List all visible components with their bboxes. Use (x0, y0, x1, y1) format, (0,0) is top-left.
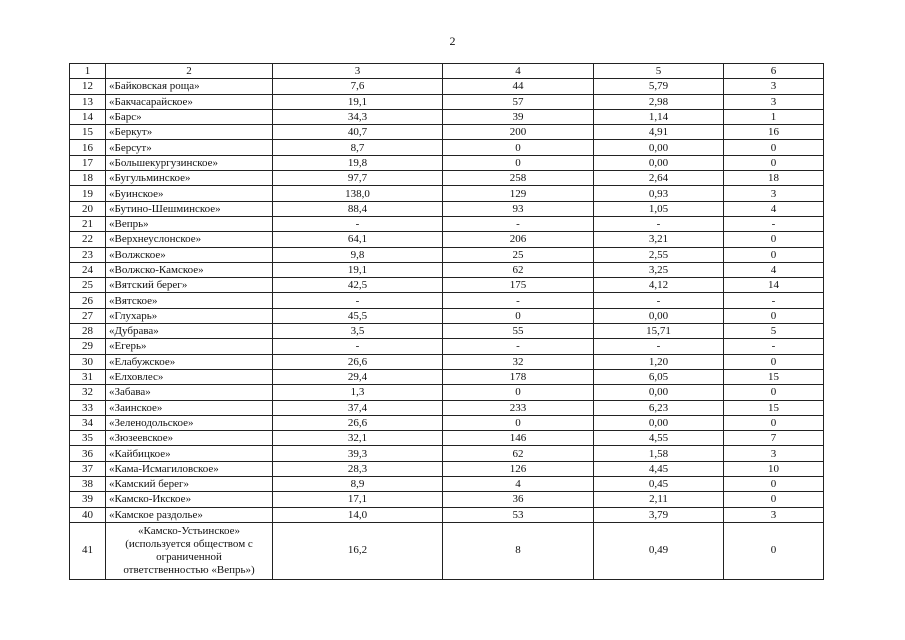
name-line: «Камско-Устьинское» (138, 524, 240, 537)
column-6-cell: 1 (724, 109, 824, 124)
column-6-cell: 3 (724, 94, 824, 109)
table-row (70, 125, 824, 140)
column-4-cell: 93 (443, 201, 594, 216)
row-number-cell: 26 (70, 293, 106, 308)
header-cell: 6 (724, 64, 824, 79)
column-4-cell: 55 (443, 324, 594, 339)
table-row (70, 140, 824, 155)
column-4-cell: 44 (443, 79, 594, 94)
row-number-cell: 12 (70, 79, 106, 94)
column-3-cell: - (273, 339, 443, 354)
column-5-cell: 4,91 (594, 125, 724, 140)
column-3-cell: 16,2 (273, 522, 443, 579)
table-row (70, 247, 824, 262)
column-6-cell: 3 (724, 186, 824, 201)
table-row (70, 308, 824, 323)
column-3-cell: 28,3 (273, 461, 443, 476)
row-number-cell: 17 (70, 155, 106, 170)
name-cell: «Зюзеевское» (106, 431, 273, 446)
column-4-cell: 39 (443, 109, 594, 124)
name-cell: «Дубрава» (106, 324, 273, 339)
column-6-cell: 15 (724, 369, 824, 384)
column-3-cell: 88,4 (273, 201, 443, 216)
name-cell: «Буинское» (106, 186, 273, 201)
column-5-cell: 2,98 (594, 94, 724, 109)
column-6-cell: 3 (724, 79, 824, 94)
column-5-cell: 3,79 (594, 507, 724, 522)
row-number-cell: 36 (70, 446, 106, 461)
column-6-cell: 14 (724, 278, 824, 293)
table-row (70, 94, 824, 109)
table-row (70, 232, 824, 247)
table-row (70, 354, 824, 369)
name-cell: «Камское раздолье» (106, 507, 273, 522)
column-4-cell: 200 (443, 125, 594, 140)
table-row (70, 201, 824, 216)
column-4-cell: 206 (443, 232, 594, 247)
column-6-cell: 0 (724, 477, 824, 492)
column-3-cell: 14,0 (273, 507, 443, 522)
row-number-cell: 21 (70, 216, 106, 231)
column-5-cell: 0,45 (594, 477, 724, 492)
name-cell: «Бутино-Шешминское» (106, 201, 273, 216)
column-3-cell: 45,5 (273, 308, 443, 323)
column-6-cell: 7 (724, 431, 824, 446)
column-5-cell: - (594, 293, 724, 308)
column-3-cell: 19,1 (273, 94, 443, 109)
column-5-cell: 6,23 (594, 400, 724, 415)
header-cell: 5 (594, 64, 724, 79)
name-cell: «Егерь» (106, 339, 273, 354)
row-number-cell: 37 (70, 461, 106, 476)
row-number-cell: 18 (70, 171, 106, 186)
header-cell: 4 (443, 64, 594, 79)
table-row (70, 400, 824, 415)
column-4-cell: 129 (443, 186, 594, 201)
row-number-cell: 28 (70, 324, 106, 339)
name-cell: «Барс» (106, 109, 273, 124)
row-number-cell: 23 (70, 247, 106, 262)
name-cell: «Заинское» (106, 400, 273, 415)
name-line: ответственностью «Вепрь») (123, 563, 255, 576)
name-cell: «Верхнеуслонское» (106, 232, 273, 247)
column-5-cell: 0,00 (594, 385, 724, 400)
column-6-cell: 4 (724, 262, 824, 277)
table-row (70, 369, 824, 384)
column-3-cell: 40,7 (273, 125, 443, 140)
table-row (70, 171, 824, 186)
column-6-cell: 0 (724, 247, 824, 262)
column-5-cell: 1,05 (594, 201, 724, 216)
name-cell (106, 522, 273, 579)
table-row (70, 415, 824, 430)
column-6-cell: 0 (724, 155, 824, 170)
name-cell: «Берсут» (106, 140, 273, 155)
column-6-cell: 0 (724, 308, 824, 323)
column-3-cell: 7,6 (273, 79, 443, 94)
column-3-cell: - (273, 293, 443, 308)
row-number-cell: 20 (70, 201, 106, 216)
column-6-cell: 0 (724, 385, 824, 400)
name-cell: «Кама-Исмагиловское» (106, 461, 273, 476)
name-cell: «Кайбицкое» (106, 446, 273, 461)
row-number-cell: 25 (70, 278, 106, 293)
column-4-cell: 0 (443, 385, 594, 400)
table-row (70, 385, 824, 400)
data-table (69, 63, 824, 580)
column-3-cell: 97,7 (273, 171, 443, 186)
column-6-cell: 0 (724, 140, 824, 155)
row-number-cell: 32 (70, 385, 106, 400)
column-6-cell: 10 (724, 461, 824, 476)
header-cell: 2 (106, 64, 273, 79)
column-3-cell: 39,3 (273, 446, 443, 461)
column-6-cell: 0 (724, 522, 824, 579)
column-6-cell: 5 (724, 324, 824, 339)
column-5-cell: 1,20 (594, 354, 724, 369)
table-row (70, 216, 824, 231)
name-cell: «Елабужское» (106, 354, 273, 369)
column-4-cell: 62 (443, 446, 594, 461)
name-cell: «Вятское» (106, 293, 273, 308)
column-4-cell: 25 (443, 247, 594, 262)
column-3-cell: 19,1 (273, 262, 443, 277)
table-row (70, 477, 824, 492)
column-6-cell: - (724, 293, 824, 308)
column-6-cell: 0 (724, 415, 824, 430)
column-4-cell: 0 (443, 415, 594, 430)
column-3-cell: 26,6 (273, 354, 443, 369)
column-3-cell: 8,7 (273, 140, 443, 155)
row-number-cell: 41 (70, 522, 106, 579)
column-5-cell: 0,00 (594, 140, 724, 155)
name-cell: «Волжско-Камское» (106, 262, 273, 277)
row-number-cell: 29 (70, 339, 106, 354)
column-5-cell: 0,00 (594, 155, 724, 170)
table-row (70, 507, 824, 522)
column-5-cell: 3,25 (594, 262, 724, 277)
row-number-cell: 40 (70, 507, 106, 522)
column-4-cell: 0 (443, 140, 594, 155)
column-4-cell: 4 (443, 477, 594, 492)
column-6-cell: 18 (724, 171, 824, 186)
table-row (70, 492, 824, 507)
name-cell: «Глухарь» (106, 308, 273, 323)
row-number-cell: 13 (70, 94, 106, 109)
row-number-cell: 33 (70, 400, 106, 415)
name-cell: «Вепрь» (106, 216, 273, 231)
column-6-cell: 0 (724, 232, 824, 247)
column-5-cell: 4,55 (594, 431, 724, 446)
row-number-cell: 31 (70, 369, 106, 384)
table-row (70, 278, 824, 293)
table-row (70, 155, 824, 170)
column-4-cell: 178 (443, 369, 594, 384)
row-number-cell: 19 (70, 186, 106, 201)
column-4-cell: 62 (443, 262, 594, 277)
name-cell: «Забава» (106, 385, 273, 400)
row-number-cell: 16 (70, 140, 106, 155)
column-3-cell: 29,4 (273, 369, 443, 384)
name-cell: «Вятский берег» (106, 278, 273, 293)
column-3-cell: 3,5 (273, 324, 443, 339)
name-line: (используется обществом с (125, 537, 253, 550)
column-3-cell: 34,3 (273, 109, 443, 124)
column-3-cell: 17,1 (273, 492, 443, 507)
header-cell: 1 (70, 64, 106, 79)
row-number-cell: 30 (70, 354, 106, 369)
column-3-cell: 19,8 (273, 155, 443, 170)
name-cell: «Камско-Икское» (106, 492, 273, 507)
column-3-cell: 138,0 (273, 186, 443, 201)
column-5-cell: 4,12 (594, 278, 724, 293)
column-5-cell: 0,00 (594, 415, 724, 430)
column-3-cell: 32,1 (273, 431, 443, 446)
header-cell: 3 (273, 64, 443, 79)
column-5-cell: 4,45 (594, 461, 724, 476)
table-row (70, 324, 824, 339)
column-4-cell: 8 (443, 522, 594, 579)
column-6-cell: - (724, 339, 824, 354)
row-number-cell: 34 (70, 415, 106, 430)
name-cell: «Байковская роща» (106, 79, 273, 94)
column-4-cell: 0 (443, 155, 594, 170)
table-header-row (70, 64, 824, 79)
row-number-cell: 35 (70, 431, 106, 446)
column-4-cell: 36 (443, 492, 594, 507)
column-4-cell: - (443, 293, 594, 308)
column-3-cell: 1,3 (273, 385, 443, 400)
column-3-cell: 37,4 (273, 400, 443, 415)
column-3-cell: 42,5 (273, 278, 443, 293)
column-5-cell: 2,55 (594, 247, 724, 262)
row-number-cell: 22 (70, 232, 106, 247)
column-6-cell: 3 (724, 446, 824, 461)
column-3-cell: 64,1 (273, 232, 443, 247)
row-number-cell: 38 (70, 477, 106, 492)
column-5-cell: - (594, 216, 724, 231)
table-row (70, 339, 824, 354)
row-number-cell: 27 (70, 308, 106, 323)
column-5-cell: 2,11 (594, 492, 724, 507)
name-cell: «Камский берег» (106, 477, 273, 492)
column-5-cell: 15,71 (594, 324, 724, 339)
column-5-cell: 0,93 (594, 186, 724, 201)
column-4-cell: - (443, 339, 594, 354)
column-5-cell: 1,58 (594, 446, 724, 461)
table-row (70, 79, 824, 94)
column-4-cell: 126 (443, 461, 594, 476)
column-5-cell: 1,14 (594, 109, 724, 124)
table-row (70, 461, 824, 476)
row-number-cell: 15 (70, 125, 106, 140)
column-6-cell: 3 (724, 507, 824, 522)
column-3-cell: 8,9 (273, 477, 443, 492)
column-3-cell: 26,6 (273, 415, 443, 430)
column-5-cell: 5,79 (594, 79, 724, 94)
table-row (70, 522, 824, 579)
column-4-cell: 175 (443, 278, 594, 293)
column-4-cell: 233 (443, 400, 594, 415)
name-cell: «Елховлес» (106, 369, 273, 384)
name-cell: «Волжское» (106, 247, 273, 262)
table-row (70, 446, 824, 461)
column-5-cell: - (594, 339, 724, 354)
name-line: ограниченной (156, 550, 222, 563)
table-row (70, 109, 824, 124)
column-5-cell: 0,49 (594, 522, 724, 579)
name-cell: «Большекургузинское» (106, 155, 273, 170)
column-5-cell: 3,21 (594, 232, 724, 247)
table-row (70, 293, 824, 308)
column-6-cell: 4 (724, 201, 824, 216)
column-4-cell: 53 (443, 507, 594, 522)
column-6-cell: 0 (724, 492, 824, 507)
column-6-cell: 16 (724, 125, 824, 140)
column-5-cell: 0,00 (594, 308, 724, 323)
row-number-cell: 24 (70, 262, 106, 277)
column-5-cell: 6,05 (594, 369, 724, 384)
column-4-cell: 258 (443, 171, 594, 186)
table-row (70, 186, 824, 201)
page-number: 2 (449, 34, 456, 48)
column-6-cell: - (724, 216, 824, 231)
column-3-cell: - (273, 216, 443, 231)
column-6-cell: 0 (724, 354, 824, 369)
name-cell: «Бугульминское» (106, 171, 273, 186)
table-row (70, 431, 824, 446)
column-4-cell: 57 (443, 94, 594, 109)
name-cell: «Бакчасарайское» (106, 94, 273, 109)
column-4-cell: 146 (443, 431, 594, 446)
row-number-cell: 39 (70, 492, 106, 507)
row-number-cell: 14 (70, 109, 106, 124)
table-row (70, 262, 824, 277)
name-cell: «Беркут» (106, 125, 273, 140)
name-cell: «Зеленодольское» (106, 415, 273, 430)
column-5-cell: 2,64 (594, 171, 724, 186)
column-6-cell: 15 (724, 400, 824, 415)
column-4-cell: 32 (443, 354, 594, 369)
column-3-cell: 9,8 (273, 247, 443, 262)
column-4-cell: 0 (443, 308, 594, 323)
column-4-cell: - (443, 216, 594, 231)
